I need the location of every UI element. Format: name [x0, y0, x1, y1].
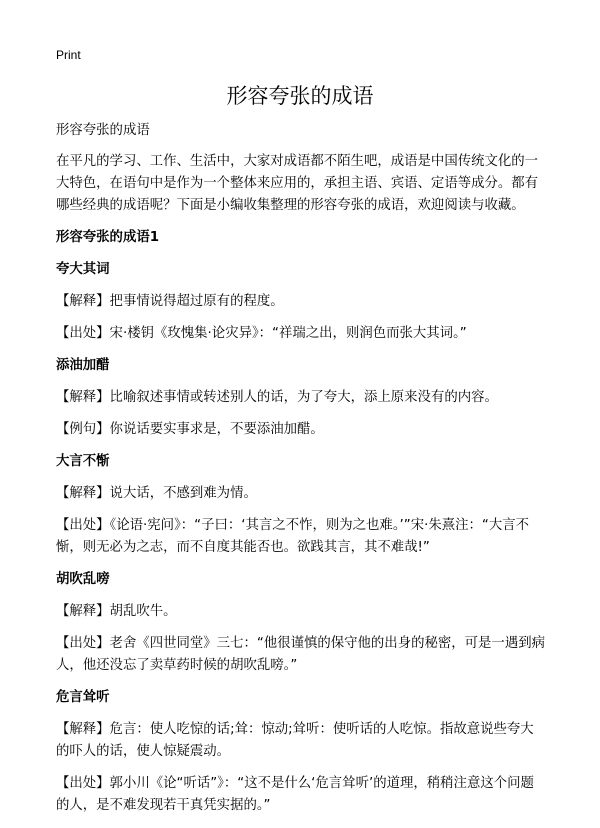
idiom-explanation: 【解释】胡乱吹牛。: [56, 604, 177, 619]
idiom-entry: [56, 259, 546, 345]
intro-paragraph: 在平凡的学习、工作、生活中，大家对成语都不陌生吧，成语是中国传统文化的一大特色，在语句中是作为一个整体来应用的，承担主语、宾语、定语等成分。都有哪些经典的成语呢？下面是小编收集整理的形容夸张的成语，欢迎阅读与收藏。: [56, 154, 539, 213]
idiom-title: 危言耸听: [56, 690, 110, 705]
idiom-title: 添油加醋: [56, 358, 110, 373]
idiom-example: 【例句】你说话要实事求是，不要添油加醋。: [56, 422, 324, 437]
idiom-title: 大言不惭: [56, 454, 110, 469]
idiom-explanation: 【解释】比喻叙述事情或转述别人的话，为了夸大，添上原来没有的内容。: [56, 390, 498, 405]
idiom-source: 【出处】老舍《四世同堂》三七：“他很谨慎的保守他的出身的秘密，可是一遇到病人，他还没忘了卖草药时候的胡吹乱嗙。”: [56, 636, 545, 673]
idiom-source: 【出处】《论语·宪问》：“子曰：‘其言之不怍，则为之也难。’”宋·朱熹注：“大言不惭，则无必为之志，而不自度其能否也。欲践其言，其不难哉!”: [56, 518, 530, 555]
idiom-entry: [56, 687, 546, 817]
idiom-explanation: 【解释】说大话，不感到难为情。: [56, 486, 257, 501]
idiom-entry: [56, 451, 546, 559]
section-heading: 形容夸张的成语1: [56, 230, 160, 245]
idiom-entry: [56, 355, 546, 441]
idiom-title: 夸大其词: [56, 262, 110, 277]
idiom-entry: [56, 569, 546, 677]
idiom-title: 胡吹乱嗙: [56, 572, 110, 587]
article-subtitle: 形容夸张的成语: [56, 123, 150, 138]
print-link[interactable]: Print: [56, 48, 81, 62]
idiom-source: 【出处】郭小川《论“听话”》：“这不是什么‘危言耸听’的道理，稍稍注意这个问题的人，是不难发现若干真凭实据的。”: [56, 776, 534, 813]
idiom-source: 【出处】宋·楼钥《玫愧集·论灾异》：“祥瑞之出，则润色而张大其词。”: [56, 326, 467, 341]
idiom-explanation: 【解释】把事情说得超过原有的程度。: [56, 294, 284, 309]
idiom-explanation: 【解释】危言：使人吃惊的话;耸：惊动;耸听：使听话的人吃惊。指故意说些夸大的吓人的话，使人惊疑震动。: [56, 722, 534, 759]
page-title: 形容夸张的成语: [226, 84, 374, 108]
article-body: [56, 120, 546, 827]
